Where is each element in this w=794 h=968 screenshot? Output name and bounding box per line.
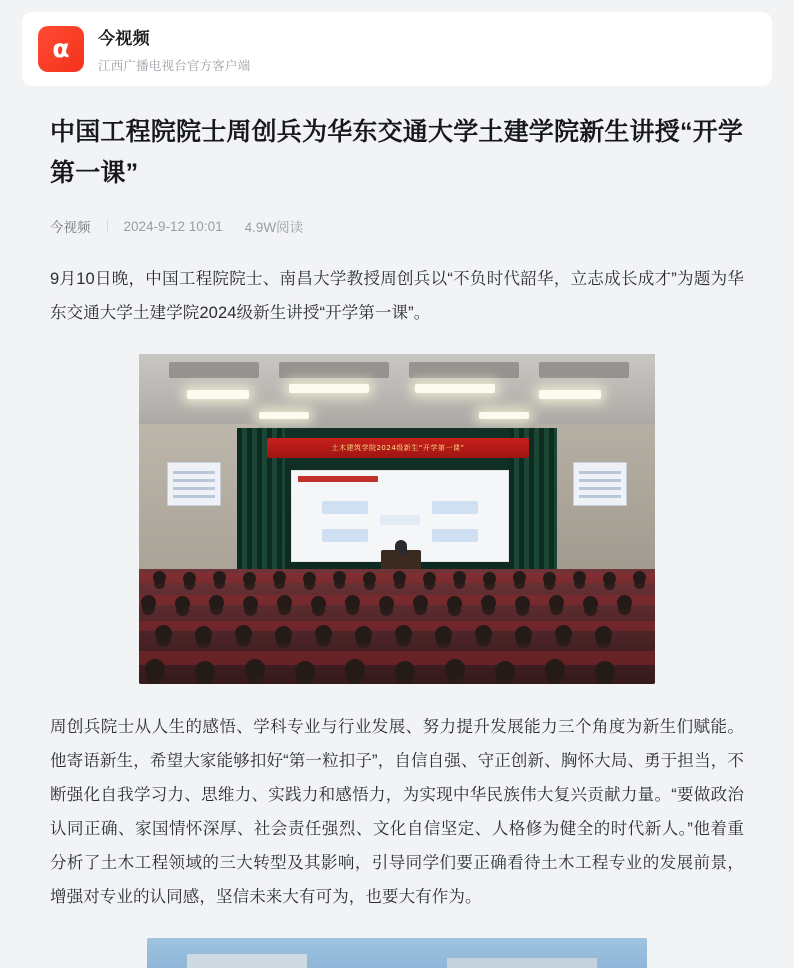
byline-read-count: 4.9W阅读 [244, 220, 304, 235]
byline-divider [107, 220, 108, 233]
ceiling-light [539, 390, 601, 399]
lecture-hall-photo [139, 354, 655, 684]
stage-banner [267, 438, 529, 458]
slide-title-bar [298, 476, 378, 482]
figure-campus [50, 938, 744, 968]
ceiling-panel [539, 362, 629, 378]
ceiling-light [479, 412, 529, 419]
publisher-subtitle: 江西广播电视台官方客户端 [98, 59, 251, 73]
article-paragraph-1: 9月10日晚，中国工程院院士、南昌大学教授周创兵以“不负时代韶华，立志成长成才”为题为华东交通大学土建学院2024级新生讲授“开学第一课”。 [50, 270, 744, 322]
article-body [22, 86, 772, 968]
ceiling-panel [409, 362, 519, 378]
publisher-header-card[interactable] [22, 12, 772, 86]
slide-box [380, 515, 420, 525]
slide-box [432, 529, 478, 542]
stage-banner-text: 土木建筑学院2024级新生“开学第一课” [331, 444, 465, 452]
ceiling-light [289, 384, 369, 393]
ceiling-light [259, 412, 309, 419]
byline-date: 2024-9-12 10:01 [123, 218, 223, 234]
speaker-person [395, 540, 407, 554]
ceiling-light [415, 384, 495, 393]
slide-box [322, 529, 368, 542]
byline-source: 今视频 [50, 220, 91, 235]
slide-box [432, 501, 478, 514]
building-shape [187, 954, 307, 968]
app-logo-icon [38, 26, 84, 72]
ceiling-panel [279, 362, 389, 378]
app-logo-glyph: α [52, 34, 70, 63]
side-display-right [573, 462, 627, 506]
publisher-name: 今视频 [98, 29, 150, 48]
byline [50, 216, 744, 236]
figure-lecture-hall [50, 354, 744, 684]
building-shape [447, 958, 597, 968]
publisher-meta [98, 26, 250, 76]
page-title: 中国工程院院士周创兵为华东交通大学土建学院新生讲授“开学第一课” [50, 118, 744, 187]
audience [139, 569, 655, 684]
ceiling-light [187, 390, 249, 399]
campus-photo [147, 938, 647, 968]
ceiling-panel [169, 362, 259, 378]
slide-box [322, 501, 368, 514]
article-paragraph-2: 周创兵院士从人生的感悟、学科专业与行业发展、努力提升发展能力三个角度为新生们赋能。他寄语新生，希望大家能够扣好“第一粒扣子”，自信自强、守正创新、胸怀大局、勇于担当，不断强化自我学习力、思维力、实践力和感悟力，为实现中华民族伟大复兴贡献力量。“要做政治认同正确、家国情怀深厚、社会责任强烈、文化自信坚定、人格修为健全的时代新人。”他着重分析了土木工程领域的三大转型及其影响，引导同学们要正确看待土木工程专业的发展前景，增强对专业的认同感，坚信未来大有可为，也要大有作为。 [50, 718, 744, 906]
side-display-left [167, 462, 221, 506]
